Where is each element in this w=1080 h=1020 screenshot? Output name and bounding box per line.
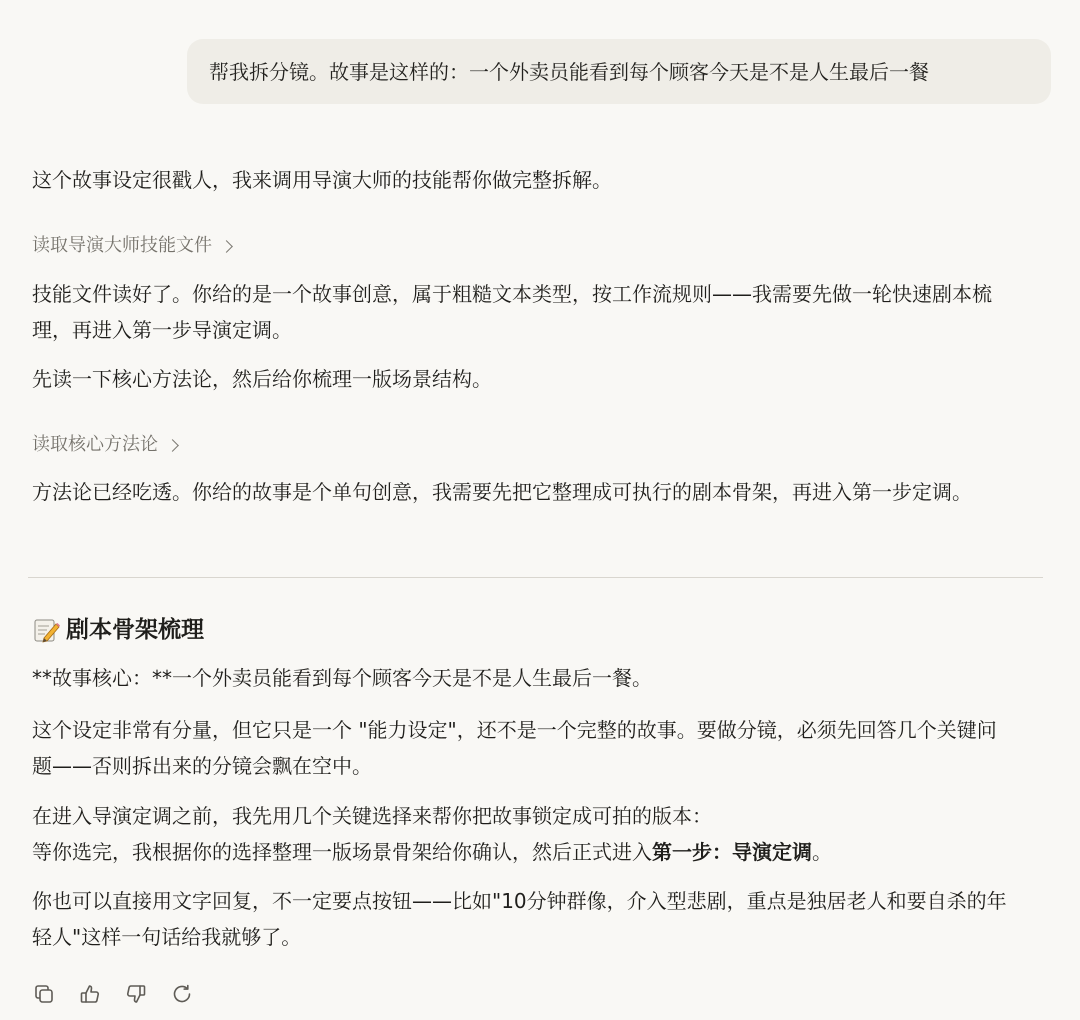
- section-title: 剧本骨架梳理: [66, 617, 204, 643]
- bold-text: 第一步：导演定调: [652, 840, 812, 864]
- text-run: 。: [812, 840, 832, 864]
- user-message-text: 帮我拆分镜。故事是这样的：一个外卖员能看到每个顾客今天是不是人生最后一餐: [209, 59, 929, 84]
- assistant-paragraph: 你也可以直接用文字回复，不一定要点按钮——比如"10分钟群像，介入型悲剧，重点是独居老人和要自杀的年轻人"这样一句话给我就够了。: [32, 889, 1007, 949]
- assistant-paragraph: 方法论已经吃透。你给的故事是个单句创意，我需要先把它整理成可执行的剧本骨架，再进入第一步定调。: [32, 480, 972, 504]
- paragraph-line: [32, 834, 1007, 870]
- thumbs-up-button[interactable]: [78, 982, 102, 1006]
- copy-button[interactable]: [32, 982, 56, 1006]
- retry-button[interactable]: [170, 982, 194, 1006]
- retry-icon: [171, 983, 193, 1005]
- message-actions: [32, 982, 194, 1006]
- thumbs-up-icon: [79, 983, 101, 1005]
- section-heading: [32, 612, 204, 648]
- assistant-paragraph: [32, 798, 1007, 870]
- user-message-bubble: [187, 39, 1051, 104]
- assistant-paragraph: 这个设定非常有分量，但它只是一个 "能力设定"，还不是一个完整的故事。要做分镜，必须先回答几个关键问题——否则拆出来的分镜会飘在空中。: [32, 718, 997, 778]
- chevron-right-icon: [220, 240, 233, 253]
- tool-call-label: 读取核心方法论: [32, 434, 158, 455]
- paragraph-line: 在进入导演定调之前，我先用几个关键选择来帮你把故事锁定成可拍的版本：: [32, 804, 712, 828]
- chevron-right-icon: [166, 439, 179, 452]
- story-core-paragraph: **故事核心：**一个外卖员能看到每个顾客今天是不是人生最后一餐。: [32, 666, 652, 690]
- thumbs-down-button[interactable]: [124, 982, 148, 1006]
- tool-call-label: 读取导演大师技能文件: [32, 235, 212, 256]
- assistant-paragraph: 先读一下核心方法论，然后给你梳理一版场景结构。: [32, 367, 492, 391]
- thumbs-down-icon: [125, 983, 147, 1005]
- assistant-paragraph: 技能文件读好了。你给的是一个故事创意，属于粗糙文本类型，按工作流规则——我需要先做一轮快速剧本梳理，再进入第一步导演定调。: [32, 282, 992, 342]
- tool-call-read-methodology[interactable]: [32, 432, 177, 458]
- section-divider: [28, 577, 1043, 578]
- copy-icon: [33, 983, 55, 1005]
- tool-call-read-skill-file[interactable]: [32, 233, 231, 259]
- text-run: 等你选完，我根据你的选择整理一版场景骨架给你确认，然后正式进入: [32, 840, 652, 864]
- memo-icon: [32, 616, 60, 644]
- assistant-intro: 这个故事设定很戳人，我来调用导演大师的技能帮你做完整拆解。: [32, 168, 612, 192]
